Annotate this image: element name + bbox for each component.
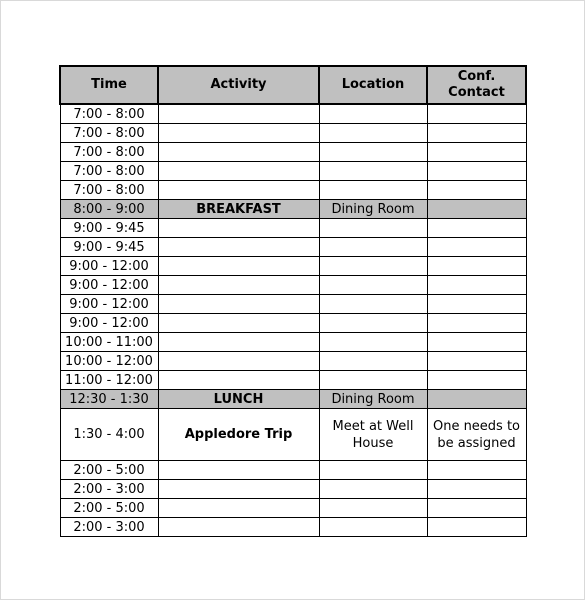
location-cell: Meet at Well House xyxy=(319,409,427,461)
location-cell xyxy=(319,480,427,499)
activity-cell xyxy=(158,352,319,371)
time-cell: 1:30 - 4:00 xyxy=(60,409,158,461)
contact-cell xyxy=(427,181,526,200)
time-cell: 9:00 - 12:00 xyxy=(60,276,158,295)
location-cell xyxy=(319,333,427,352)
time-cell: 9:00 - 9:45 xyxy=(60,219,158,238)
activity-cell xyxy=(158,238,319,257)
header-contact: Conf. Contact xyxy=(427,66,526,104)
location-cell xyxy=(319,162,427,181)
table-row xyxy=(60,181,526,200)
activity-cell xyxy=(158,333,319,352)
table-row xyxy=(60,409,526,461)
table-row xyxy=(60,219,526,238)
contact-cell xyxy=(427,104,526,124)
time-cell: 7:00 - 8:00 xyxy=(60,124,158,143)
time-cell: 10:00 - 12:00 xyxy=(60,352,158,371)
header-time: Time xyxy=(60,66,158,104)
table-row xyxy=(60,295,526,314)
contact-cell xyxy=(427,480,526,499)
table-row xyxy=(60,238,526,257)
contact-cell xyxy=(427,124,526,143)
activity-cell xyxy=(158,295,319,314)
time-cell: 12:30 - 1:30 xyxy=(60,390,158,409)
location-cell xyxy=(319,181,427,200)
time-cell: 9:00 - 12:00 xyxy=(60,257,158,276)
activity-cell xyxy=(158,499,319,518)
time-cell: 2:00 - 5:00 xyxy=(60,499,158,518)
activity-cell xyxy=(158,518,319,537)
time-cell: 2:00 - 3:00 xyxy=(60,480,158,499)
location-cell xyxy=(319,518,427,537)
time-cell: 2:00 - 3:00 xyxy=(60,518,158,537)
activity-cell xyxy=(158,219,319,238)
location-cell xyxy=(319,499,427,518)
location-cell xyxy=(319,257,427,276)
time-cell: 7:00 - 8:00 xyxy=(60,162,158,181)
table-row xyxy=(60,162,526,181)
contact-cell xyxy=(427,162,526,181)
activity-cell xyxy=(158,314,319,333)
location-cell xyxy=(319,314,427,333)
contact-cell xyxy=(427,314,526,333)
time-cell: 9:00 - 9:45 xyxy=(60,238,158,257)
time-cell: 7:00 - 8:00 xyxy=(60,181,158,200)
contact-cell xyxy=(427,499,526,518)
header-location: Location xyxy=(319,66,427,104)
location-cell xyxy=(319,124,427,143)
table-row xyxy=(60,480,526,499)
header-row xyxy=(60,66,526,104)
activity-cell xyxy=(158,461,319,480)
contact-cell xyxy=(427,219,526,238)
table-row xyxy=(60,461,526,480)
location-cell xyxy=(319,219,427,238)
activity-cell xyxy=(158,480,319,499)
table-row xyxy=(60,257,526,276)
contact-cell xyxy=(427,200,526,219)
location-cell xyxy=(319,104,427,124)
contact-cell xyxy=(427,352,526,371)
location-cell xyxy=(319,238,427,257)
table-row xyxy=(60,518,526,537)
time-cell: 11:00 - 12:00 xyxy=(60,371,158,390)
location-cell: Dining Room xyxy=(319,390,427,409)
table-row xyxy=(60,371,526,390)
table-row xyxy=(60,200,526,219)
time-cell: 10:00 - 11:00 xyxy=(60,333,158,352)
header-activity: Activity xyxy=(158,66,319,104)
activity-cell xyxy=(158,143,319,162)
table-row xyxy=(60,314,526,333)
time-cell: 9:00 - 12:00 xyxy=(60,314,158,333)
activity-cell xyxy=(158,181,319,200)
contact-cell xyxy=(427,295,526,314)
activity-cell xyxy=(158,276,319,295)
table-row xyxy=(60,104,526,124)
location-cell xyxy=(319,371,427,390)
schedule-table xyxy=(59,65,527,537)
table-row xyxy=(60,352,526,371)
contact-cell xyxy=(427,276,526,295)
activity-cell xyxy=(158,104,319,124)
table-row xyxy=(60,390,526,409)
table-row xyxy=(60,124,526,143)
contact-cell xyxy=(427,518,526,537)
activity-cell: Appledore Trip xyxy=(158,409,319,461)
table-row xyxy=(60,143,526,162)
table-row xyxy=(60,276,526,295)
contact-cell: One needs to be assigned xyxy=(427,409,526,461)
contact-cell xyxy=(427,143,526,162)
time-cell: 7:00 - 8:00 xyxy=(60,143,158,162)
activity-cell xyxy=(158,162,319,181)
contact-cell xyxy=(427,371,526,390)
location-cell: Dining Room xyxy=(319,200,427,219)
location-cell xyxy=(319,461,427,480)
contact-cell xyxy=(427,238,526,257)
activity-cell xyxy=(158,257,319,276)
time-cell: 9:00 - 12:00 xyxy=(60,295,158,314)
time-cell: 7:00 - 8:00 xyxy=(60,104,158,124)
contact-cell xyxy=(427,257,526,276)
activity-cell: LUNCH xyxy=(158,390,319,409)
location-cell xyxy=(319,295,427,314)
contact-cell xyxy=(427,461,526,480)
activity-cell xyxy=(158,124,319,143)
time-cell: 2:00 - 5:00 xyxy=(60,461,158,480)
table-row xyxy=(60,333,526,352)
table-row xyxy=(60,499,526,518)
contact-cell xyxy=(427,333,526,352)
activity-cell xyxy=(158,371,319,390)
time-cell: 8:00 - 9:00 xyxy=(60,200,158,219)
schedule-body xyxy=(60,104,526,537)
contact-cell xyxy=(427,390,526,409)
activity-cell: BREAKFAST xyxy=(158,200,319,219)
location-cell xyxy=(319,143,427,162)
location-cell xyxy=(319,352,427,371)
location-cell xyxy=(319,276,427,295)
